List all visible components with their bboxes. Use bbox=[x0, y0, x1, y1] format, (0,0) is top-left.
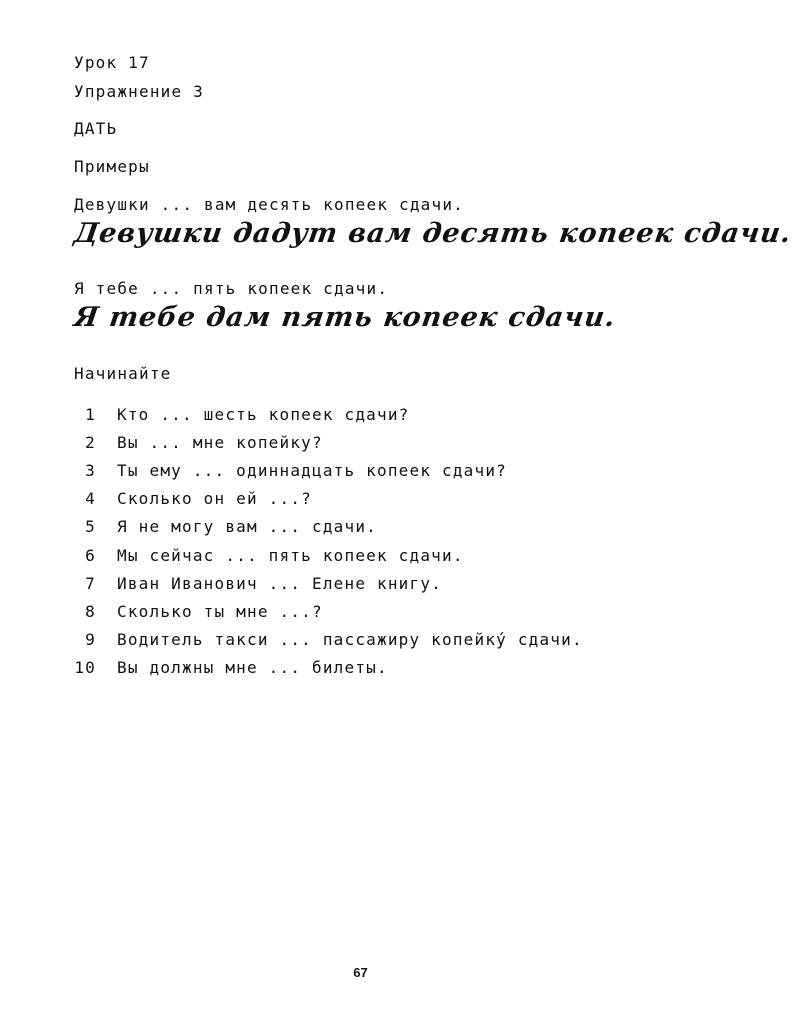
task-list bbox=[74, 400, 583, 682]
task-text: Сколько ты мне ...? bbox=[117, 601, 323, 621]
start-label: Начинайте bbox=[74, 364, 172, 383]
task-text: Вы ... мне копейку? bbox=[117, 432, 323, 452]
task-number: 10 bbox=[74, 658, 96, 678]
task-number: 2 bbox=[85, 432, 96, 452]
task-item bbox=[74, 626, 583, 654]
task-item bbox=[74, 428, 583, 456]
task-number: 3 bbox=[85, 460, 96, 480]
task-text: Водитель такси ... пассажиру копейку́ сдачи. bbox=[117, 630, 583, 650]
lesson-title: Урок 17 bbox=[74, 53, 150, 72]
task-text: Сколько он ей ...? bbox=[117, 489, 312, 509]
task-item bbox=[74, 456, 583, 484]
task-number: 8 bbox=[85, 601, 96, 621]
task-text: Я не могу вам ... сдачи. bbox=[117, 517, 377, 537]
task-number: 7 bbox=[85, 573, 96, 593]
task-text: Кто ... шесть копеек сдачи? bbox=[117, 404, 410, 424]
example-prompt: Я тебе ... пять копеек сдачи. bbox=[74, 279, 389, 298]
example-prompt: Девушки ... вам десять копеек сдачи. bbox=[74, 195, 464, 214]
task-item bbox=[74, 569, 583, 597]
task-item bbox=[74, 654, 583, 682]
verb-heading: ДАТЬ bbox=[74, 119, 118, 138]
task-text: Ты ему ... одиннадцать копеек сдачи? bbox=[117, 460, 507, 480]
task-number: 1 bbox=[85, 404, 96, 424]
examples-label: Примеры bbox=[74, 157, 150, 176]
task-item bbox=[74, 541, 583, 569]
exercise-title: Упражнение 3 bbox=[74, 82, 204, 101]
task-number: 5 bbox=[85, 517, 96, 537]
example-answer-handwritten: Девушки дадут вам десять копеек сдачи. bbox=[72, 218, 794, 249]
task-number: 6 bbox=[85, 545, 96, 565]
task-number: 9 bbox=[85, 630, 96, 650]
task-text: Вы должны мне ... билеты. bbox=[117, 658, 388, 678]
task-number: 4 bbox=[85, 489, 96, 509]
task-item bbox=[74, 400, 583, 428]
task-text: Мы сейчас ... пять копеек сдачи. bbox=[117, 545, 464, 565]
task-item bbox=[74, 597, 583, 625]
task-item bbox=[74, 485, 583, 513]
task-item bbox=[74, 513, 583, 541]
page-number: 67 bbox=[353, 965, 368, 980]
task-text: Иван Иванович ... Елене книгу. bbox=[117, 573, 442, 593]
example-answer-handwritten: Я тебе дам пять копеек сдачи. bbox=[72, 302, 618, 333]
